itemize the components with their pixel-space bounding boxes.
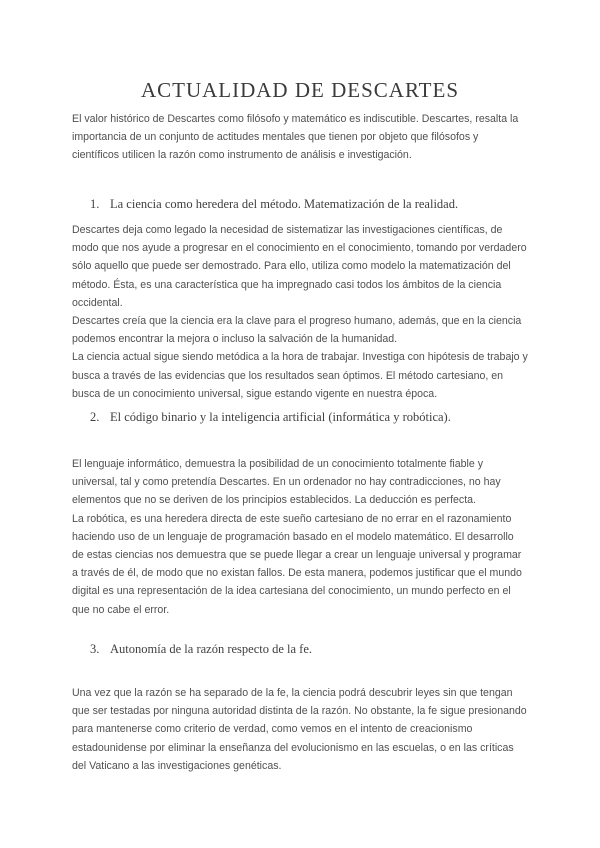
section-2-body — [72, 455, 528, 619]
section-number: 1. — [90, 197, 100, 211]
section-number: 3. — [90, 642, 100, 656]
section-3-body — [72, 684, 528, 775]
section-title: Autonomía de la razón respecto de la fe. — [110, 642, 312, 656]
paragraph-text: Descartes creía que la ciencia era la clave para el progreso humano, además, que en la ciencia podemos encontrar la mejora o incluso la salvación de la humanidad. — [72, 315, 522, 346]
page-title: ACTUALIDAD DE DESCARTES — [140, 78, 460, 102]
paragraph-text: Descartes deja como legado la necesidad de sistematizar las investigaciones científicas, de modo que nos ayude a progresar en el conocimiento en el conocimiento, tomando por verdadero sólo aquello que puede ser demostrado. Para ello, utiliza como modelo la matematización del método. Ésta, es una característica que ha impregnado casi todos los ámbitos de la ciencia occidental. — [72, 224, 527, 309]
section-title: La ciencia como heredera del método. Matematización de la realidad. — [110, 197, 459, 211]
paragraph-text: Una vez que la razón se ha separado de la fe, la ciencia podrá descubrir leyes sin que tengan que ser testadas por ninguna autoridad distinta de la razón. No obstante, la fe sigue presionando para mantenerse como criterio de verdad, como vemos en el intento de creacionismo estadounidense por eliminar la enseñanza del evolucionismo en las escuelas, o en las críticas del Vaticano a las investigaciones genéticas. — [72, 687, 527, 772]
paragraph-text: El lenguaje informático, demuestra la posibilidad de un conocimiento totalmente fiable y universal, tal y como pretendía Descartes. En un ordenador no hay contradicciones, no hay elementos que no se deriven de los principios establecidos. La deducción es perfecta. — [72, 458, 501, 507]
section-2-heading — [90, 410, 530, 425]
section-title: El código binario y la inteligencia artificial (informática y robótica). — [110, 410, 451, 424]
section-number: 2. — [90, 410, 100, 424]
paragraph-text: La robótica, es una heredera directa de este sueño cartesiano de no errar en el razonamiento haciendo uso de un lenguaje de programación basado en el modelo matemático. El desarrollo de estas ciencias nos demuestra que se puede llegar a crear un lenguaje universal y programar a través de él, de modo que no existan fallos. De esta manera, podemos justificar que el mundo digital es una representación de la idea cartesiana del conocimiento, un mundo perfecto en el que no cabe el error. — [72, 512, 522, 616]
intro-paragraph — [72, 110, 528, 165]
paragraph-text: La ciencia actual sigue siendo metódica a la hora de trabajar. Investiga con hipótesis de trabajo y busca a través de las evidencias que los resultados sean óptimos. El método cartesiano, en busca de un conocimiento universal, sigue estando vigente en nuestra época. — [72, 351, 528, 400]
section-1-body — [72, 221, 528, 403]
section-3-heading — [90, 642, 530, 657]
paragraph-text: El valor histórico de Descartes como filósofo y matemático es indiscutible. Descartes, resalta la importancia de un conjunto de actitudes mentales que tienen por objeto que filósofos y científicos utilicen la razón como instrumento de análisis e investigación. — [72, 113, 519, 162]
section-1-heading — [90, 197, 530, 212]
